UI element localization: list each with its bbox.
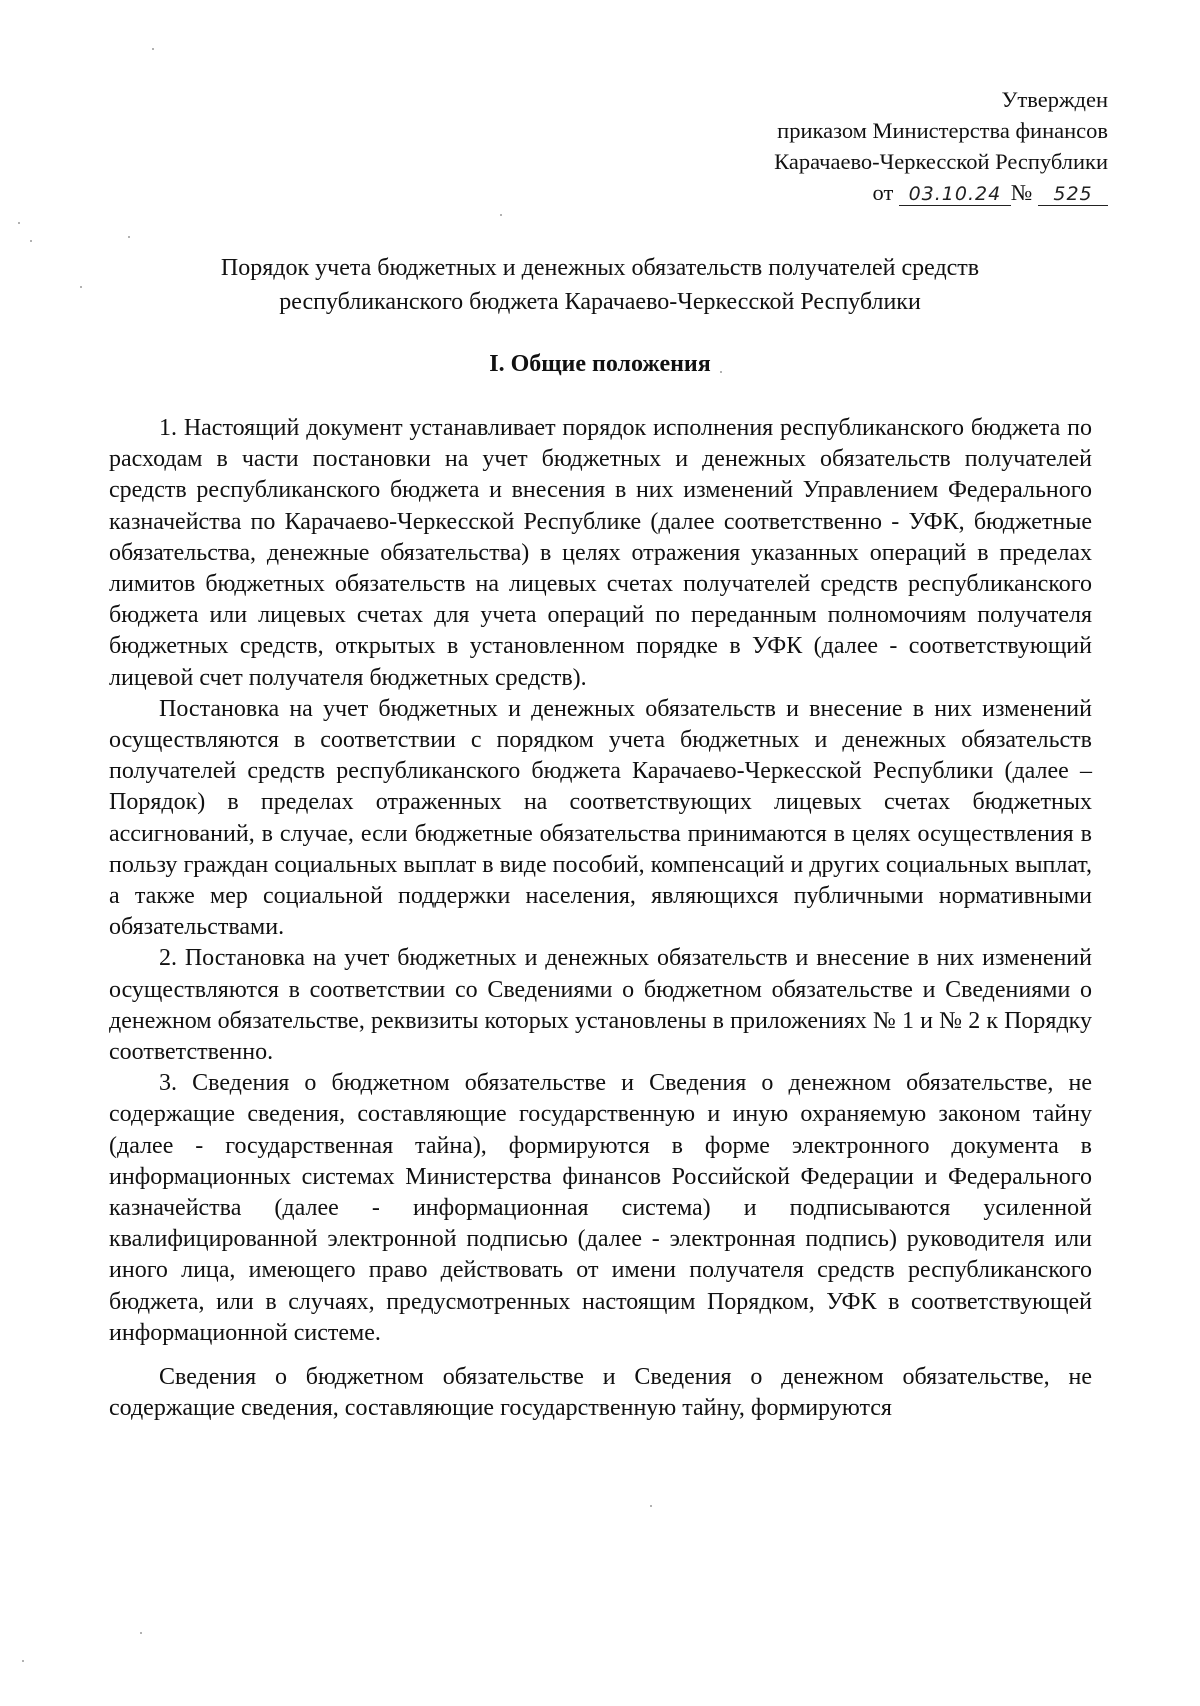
approval-number-handwritten: 525 <box>1038 183 1108 206</box>
scan-speck <box>140 1632 142 1634</box>
scan-speck <box>80 286 82 288</box>
paragraph-4: 3. Сведения о бюджетном обязательстве и Сведения о денежном обязательстве, не содержащие сведения, составляющие государственную и иную охраняемую законом тайну (далее - государственная тайна), формируются в форме электронного документа в информационных системах Министерства финансов Российской Федерации и Федерального казначейства (далее - информационная система) и подписываются усиленной квалифицированной электронной подписью (далее - электронная подпись) руководителя или иного лица, имеющего право действовать от имени получателя средств республиканского бюджета, или в случаях, предусмотренных настоящим Порядком, УФК в соответствующей информационной системе. <box>109 1070 1092 1346</box>
scan-speck <box>650 1505 652 1507</box>
scan-speck <box>30 240 32 242</box>
approval-block <box>588 84 1108 208</box>
approval-line-2: приказом Министерства финансов <box>777 118 1108 143</box>
approval-line-1: Утвержден <box>1001 87 1108 112</box>
document-body <box>109 413 1092 1425</box>
scan-speck <box>500 214 502 216</box>
approval-date-handwritten: 03.10.24 <box>899 183 1011 206</box>
section-heading: I. Общие положения <box>489 351 711 377</box>
document-title-line-1: Порядок учета бюджетных и денежных обязательств получателей средств <box>220 255 980 281</box>
scan-speck <box>152 48 154 50</box>
scan-speck <box>128 236 130 238</box>
document-title <box>110 251 1090 319</box>
paragraph-3: 2. Постановка на учет бюджетных и денежных обязательств и внесение в них изменений осуществляются в соответствии со Сведениями о бюджетном обязательстве и Сведениями о денежном обязательстве, реквизиты которых установлены в приложениях № 1 и № 2 к Порядку соответственно. <box>109 945 1092 1066</box>
paragraph-5: Сведения о бюджетном обязательстве и Сведения о денежном обязательстве, не содержащие сведения, составляющие государственную тайну, формируются <box>109 1364 1092 1422</box>
scan-speck <box>22 1660 24 1662</box>
approval-line-3: Карачаево-Черкесской Республики <box>774 149 1108 174</box>
paragraph-2: Постановка на учет бюджетных и денежных обязательств и внесение в них изменений осуществляются в соответствии с порядком учета бюджетных и денежных обязательств получателей средств республиканского бюджета Карачаево-Черкесской Республики (далее – Порядок) в пределах отраженных на соответствующих лицевых счетах бюджетных ассигнований, в случае, если бюджетные обязательства принимаются в целях осуществления в пользу граждан социальных выплат в виде пособий, компенсаций и других социальных выплат, а также мер социальной поддержки населения, являющихся публичными нормативными обязательствами. <box>109 695 1092 941</box>
scan-speck <box>720 371 722 373</box>
approval-number-label: № <box>1010 180 1033 205</box>
document-title-line-2: республиканского бюджета Карачаево-Черкесской Республики <box>279 289 921 315</box>
approval-from-label: от <box>872 180 894 205</box>
approval-date-number-line <box>588 177 1108 208</box>
paragraph-1: 1. Настоящий документ устанавливает порядок исполнения республиканского бюджета по расходам в части постановки на учет бюджетных и денежных обязательств получателей средств республиканского бюджета и внесения в них изменений Управлением Федерального казначейства по Карачаево-Черкесской Республике (далее соответственно - УФК, бюджетные обязательства, денежные обязательства) в целях отражения указанных операций в пределах лимитов бюджетных обязательств на лицевых счетах получателей средств республиканского бюджета или лицевых счетах для учета операций по переданным полномочиям получателя бюджетных средств, открытых в установленном порядке в УФК (далее - соответствующий лицевой счет получателя бюджетных средств). <box>109 415 1092 691</box>
scan-speck <box>18 222 20 224</box>
